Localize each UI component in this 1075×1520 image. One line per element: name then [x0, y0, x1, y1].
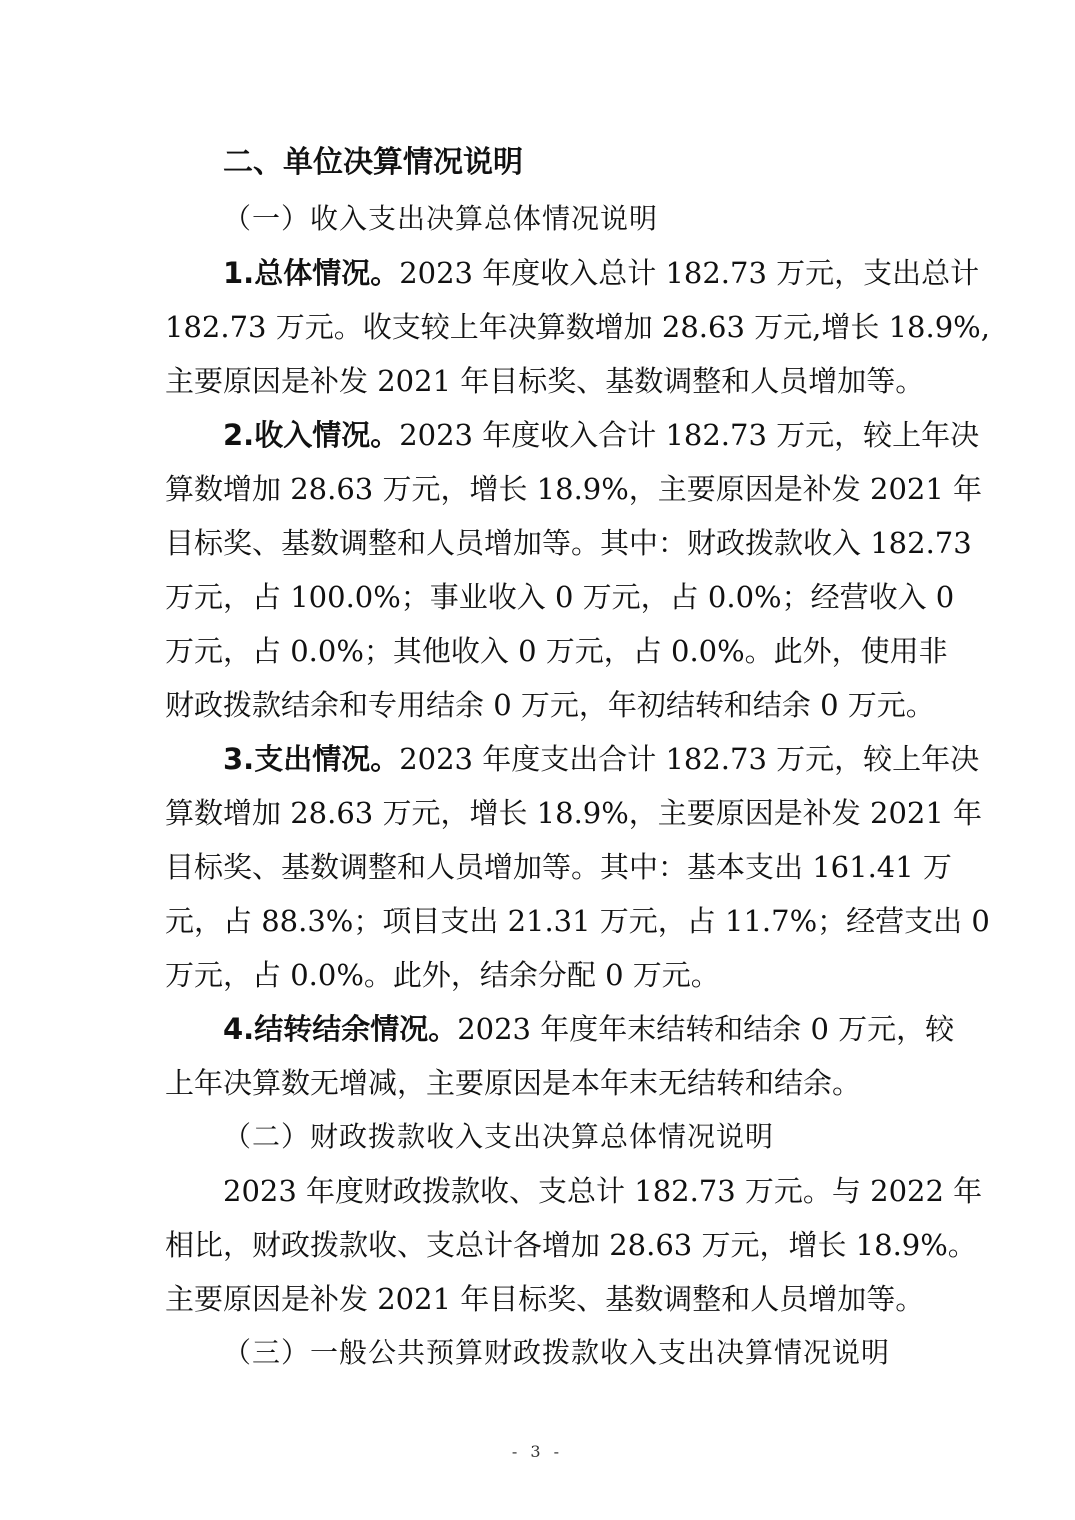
paragraph-income-line-4: 万元，占 100.0%；事业收入 0 万元，占 0.0%；经营收入 0	[165, 580, 955, 614]
main-heading: 二、单位决算情况说明	[223, 145, 523, 180]
paragraph-overall-line-2: 182.73 万元。收支较上年决算数增加 28.63 万元,增长 18.9%,	[165, 310, 990, 344]
paragraph-expenditure-line-2: 算数增加 28.63 万元，增长 18.9%，主要原因是补发 2021 年	[165, 796, 983, 830]
paragraph-income-line-2: 算数增加 28.63 万元，增长 18.9%，主要原因是补发 2021 年	[165, 472, 983, 506]
paragraph-carryover-text: 2023 年度年末结转和结余 0 万元，较	[457, 1012, 955, 1046]
paragraph-income-text: 2023 年度收入合计 182.73 万元，较上年决	[399, 418, 980, 452]
paragraph-expenditure-lead: 3.支出情况。	[223, 742, 400, 776]
paragraph-income	[165, 408, 983, 732]
paragraph-expenditure-line-3: 目标奖、基数调整和人员增加等。其中：基本支出 161.41 万	[165, 850, 952, 884]
paragraph-carryover	[165, 1002, 955, 1110]
paragraph-income-line-5: 万元，占 0.0%；其他收入 0 万元，占 0.0%。此外，使用非	[165, 634, 948, 668]
paragraph-income-line-6: 财政拨款结余和专用结余 0 万元，年初结转和结余 0 万元。	[165, 688, 935, 722]
paragraph-overall	[165, 246, 990, 408]
paragraph-income-lead: 2.收入情况。	[223, 418, 400, 452]
paragraph-expenditure-line-1	[165, 732, 980, 786]
paragraph-expenditure	[165, 732, 990, 1002]
paragraph-overall-lead: 1.总体情况。	[223, 256, 400, 290]
paragraph-fiscal-line-1: 2023 年度财政拨款收、支总计 182.73 万元。与 2022 年	[223, 1174, 983, 1208]
paragraph-overall-line-1	[165, 246, 980, 300]
paragraph-overall-line-3: 主要原因是补发 2021 年目标奖、基数调整和人员增加等。	[165, 364, 925, 398]
paragraph-fiscal-line-2: 相比，财政拨款收、支总计各增加 28.63 万元，增长 18.9%。	[165, 1228, 977, 1262]
paragraph-expenditure-line-4: 元，占 88.3%；项目支出 21.31 万元，占 11.7%；经营支出 0	[165, 904, 990, 938]
section-title-1: （一）收入支出决算总体情况说明	[223, 202, 659, 235]
paragraph-carryover-line-2: 上年决算数无增减，主要原因是本年末无结转和结余。	[165, 1066, 862, 1100]
paragraph-fiscal-line-3: 主要原因是补发 2021 年目标奖、基数调整和人员增加等。	[165, 1282, 925, 1316]
section-title-3: （三）一般公共预算财政拨款收入支出决算情况说明	[223, 1336, 891, 1369]
paragraph-expenditure-line-5: 万元，占 0.0%。此外，结余分配 0 万元。	[165, 958, 720, 992]
paragraph-income-line-1	[165, 408, 980, 462]
paragraph-carryover-lead: 4.结转结余情况。	[223, 1012, 458, 1046]
paragraph-income-line-3: 目标奖、基数调整和人员增加等。其中：财政拨款收入 182.73	[165, 526, 972, 560]
paragraph-carryover-line-1	[165, 1002, 955, 1056]
paragraph-fiscal-appropriation	[165, 1164, 983, 1326]
section-title-2: （二）财政拨款收入支出决算总体情况说明	[223, 1120, 775, 1153]
paragraph-expenditure-text: 2023 年度支出合计 182.73 万元，较上年决	[399, 742, 980, 776]
page-number: - 3 -	[511, 1442, 564, 1461]
paragraph-overall-text: 2023 年度收入总计 182.73 万元，支出总计	[399, 256, 980, 290]
document-body	[165, 138, 990, 1380]
